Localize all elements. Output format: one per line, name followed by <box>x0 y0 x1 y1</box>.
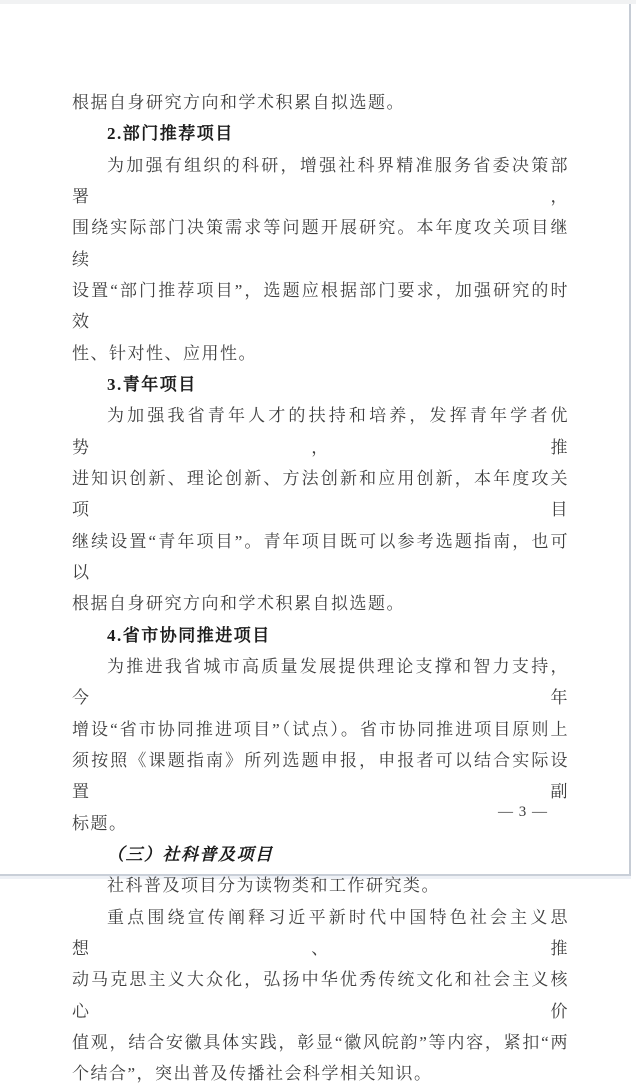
text-line: 设置“部门推荐项目”，选题应根据部门要求，加强研究的时效 <box>72 280 569 332</box>
text-line: 继续设置“青年项目”。青年项目既可以参考选题指南，也可以 <box>72 531 569 582</box>
text-line: 动马克思主义大众化，弘扬中华优秀传统文化和社会主义核心价 <box>72 970 569 1021</box>
text-line: 为推进我省城市高质量发展提供理论支撑和智力支持，今年 <box>72 656 569 708</box>
text-line: 围绕实际部门决策需求等问题开展研究。本年度攻关项目继续 <box>72 218 569 269</box>
section-heading: 4.省市协同推进项目 <box>107 625 271 645</box>
section-heading: 3.青年项目 <box>107 374 197 394</box>
text-line: 须按照《课题指南》所列选题申报，申报者可以结合实际设置副 <box>72 750 569 802</box>
text-line: 个结合”，突出普及传播社会科学相关知识。 <box>72 1064 433 1084</box>
section-heading: 2.部门推荐项目 <box>107 124 234 144</box>
document-text <box>72 87 569 1090</box>
section-heading: （三）社科普及项目 <box>107 844 274 864</box>
text-line: 重点围绕宣传阐释习近平新时代中国特色社会主义思想、推 <box>72 907 569 958</box>
page-number: — 3 — <box>498 804 548 820</box>
text-line: 为加强有组织的科研，增强社科界精准服务省委决策部署， <box>72 155 569 206</box>
text-line: 增设“省市协同推进项目”（试点）。省市协同推进项目原则上 <box>72 719 569 739</box>
text-line: 根据自身研究方向和学术积累自拟选题。 <box>72 93 405 112</box>
document-page <box>0 4 631 1084</box>
viewer-top-edge <box>0 0 636 4</box>
text-line: 值观，结合安徽具体实践，彰显“徽风皖韵”等内容，紧扣“两 <box>72 1032 569 1052</box>
text-line: 根据自身研究方向和学术积累自拟选题。 <box>72 594 405 614</box>
text-line: 性、针对性、应用性。 <box>72 343 257 363</box>
text-line: 为加强我省青年人才的扶持和培养，发挥青年学者优势，推 <box>72 406 569 457</box>
text-line: 社科普及项目分为读物类和工作研究类。 <box>107 876 440 896</box>
text-line: 标题。 <box>72 813 128 833</box>
text-line: 进知识创新、理论创新、方法创新和应用创新，本年度攻关项目 <box>72 468 569 520</box>
